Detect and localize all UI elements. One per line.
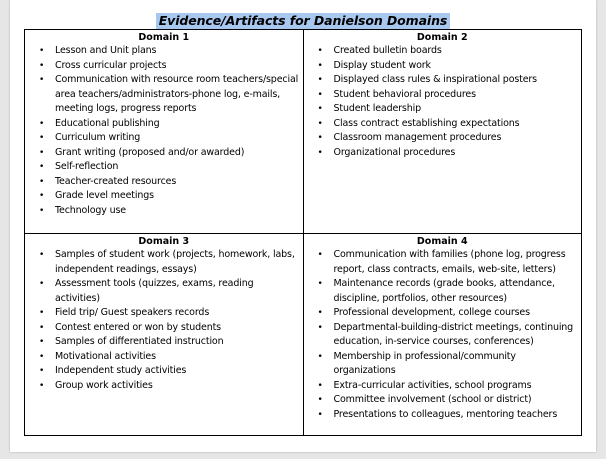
list-item-text: Grant writing (proposed and/or awarded) <box>55 146 245 158</box>
bullet-icon: • <box>39 46 45 56</box>
bullet-icon: • <box>317 380 323 391</box>
list-item <box>317 102 578 117</box>
list-item-text: Created bulletin boards <box>333 45 442 56</box>
list-item-text: Educational publishing <box>55 117 160 129</box>
bullet-icon: • <box>317 279 323 289</box>
list-item <box>39 379 299 394</box>
bullet-icon: • <box>39 147 45 158</box>
list-item-text: Self-reflection <box>55 161 119 172</box>
bullet-icon: • <box>317 133 323 143</box>
domain-2-cell[interactable] <box>303 30 582 234</box>
bullet-icon: • <box>317 89 323 100</box>
domain-1-list <box>25 44 303 218</box>
list-item <box>39 59 299 74</box>
list-item <box>39 204 299 219</box>
list-item-text: Technology use <box>55 204 126 216</box>
bullet-icon: • <box>39 366 45 376</box>
list-item-text: Assessment tools (quizzes, exams, reading activities) <box>55 278 254 304</box>
domain-4-list <box>304 248 582 422</box>
bullet-icon: • <box>317 308 323 318</box>
list-item-text: Motivational activities <box>55 350 156 362</box>
list-item-text: Student leadership <box>333 103 421 114</box>
list-item <box>39 321 299 336</box>
list-item <box>39 175 299 190</box>
list-item-text: Student behavioral procedures <box>333 88 476 100</box>
list-item <box>317 248 578 277</box>
list-item <box>39 364 299 379</box>
list-item-text: Class contract establishing expectations <box>333 117 520 129</box>
table-row <box>25 234 582 436</box>
domain-3-list <box>25 248 303 393</box>
list-item <box>39 335 299 350</box>
list-item <box>317 131 578 146</box>
bullet-icon: • <box>317 104 323 114</box>
list-item <box>317 277 578 306</box>
list-item-text: Samples of differentiated instruction <box>55 336 224 347</box>
list-item-text: Departmental-building-district meetings, continuing education, in-service courses, conferences) <box>333 321 574 347</box>
list-item <box>39 306 299 321</box>
bullet-icon: • <box>317 351 323 362</box>
list-item-text: Committee involvement (school or district) <box>333 394 532 405</box>
bullet-icon: • <box>39 250 45 260</box>
bullet-icon: • <box>39 118 45 129</box>
list-item-text: Cross curricular projects <box>55 59 167 71</box>
bullet-icon: • <box>39 337 45 347</box>
table-row <box>25 30 582 234</box>
bullet-icon: • <box>39 191 45 201</box>
list-item <box>39 146 299 161</box>
bullet-icon: • <box>39 176 45 187</box>
list-item <box>39 248 299 277</box>
list-item-text: Samples of student work (projects, homework, labs, independent readings, essays) <box>55 249 295 275</box>
list-item <box>39 277 299 306</box>
list-item <box>39 117 299 132</box>
bullet-icon: • <box>317 322 323 333</box>
domain-1-heading: Domain 1 <box>138 32 190 43</box>
document-title[interactable]: Evidence/Artifacts for Danielson Domains <box>156 13 451 29</box>
list-item <box>39 160 299 175</box>
domain-3-cell[interactable] <box>25 234 304 436</box>
list-item-text: Grade level meetings <box>55 190 154 201</box>
bullet-icon: • <box>39 133 45 143</box>
list-item-text: Extra-curricular activities, school programs <box>333 379 532 391</box>
list-item <box>39 350 299 365</box>
bullet-icon: • <box>39 322 45 333</box>
list-item <box>317 321 578 350</box>
domain-3-heading: Domain 3 <box>138 236 190 247</box>
domain-1-cell[interactable] <box>25 30 304 234</box>
list-item-text: Membership in professional/community organizations <box>333 350 516 376</box>
title-wrap <box>10 12 596 30</box>
domain-2-heading: Domain 2 <box>416 32 468 43</box>
list-item <box>317 88 578 103</box>
bullet-icon: • <box>39 162 45 172</box>
domain-2-list <box>304 44 582 160</box>
bullet-icon: • <box>317 46 323 56</box>
list-item-text: Communication with families (phone log, progress report, class contracts, emails, web-site, letters) <box>333 249 566 275</box>
domain-4-heading: Domain 4 <box>416 236 468 247</box>
list-item-text: Curriculum writing <box>55 132 141 143</box>
bullet-icon: • <box>39 75 45 85</box>
bullet-icon: • <box>317 75 323 85</box>
list-item <box>317 146 578 161</box>
list-item-text: Display student work <box>333 59 431 71</box>
list-item <box>39 131 299 146</box>
bullet-icon: • <box>317 118 323 129</box>
list-item <box>317 73 578 88</box>
list-item <box>317 117 578 132</box>
list-item-text: Organizational procedures <box>333 146 456 158</box>
list-item-text: Contest entered or won by students <box>55 321 221 333</box>
domain-4-cell[interactable] <box>303 234 582 436</box>
domains-table <box>24 29 582 436</box>
list-item-text: Maintenance records (grade books, attendance, discipline, portfolios, other resources) <box>333 278 555 304</box>
bullet-icon: • <box>317 395 323 405</box>
bullet-icon: • <box>317 60 323 71</box>
list-item-text: Displayed class rules & inspirational posters <box>333 74 537 85</box>
bullet-icon: • <box>317 147 323 158</box>
bullet-icon: • <box>39 380 45 391</box>
list-item-text: Teacher-created resources <box>55 175 177 187</box>
list-item <box>317 350 578 379</box>
list-item <box>317 44 578 59</box>
list-item-text: Professional development, college courses <box>333 307 530 318</box>
list-item-text: Field trip/ Guest speakers records <box>55 307 210 318</box>
document-page <box>10 0 596 452</box>
list-item <box>317 393 578 408</box>
bullet-icon: • <box>39 351 45 362</box>
list-item <box>39 73 299 117</box>
list-item <box>39 44 299 59</box>
list-item <box>317 306 578 321</box>
list-item-text: Classroom management procedures <box>333 132 502 143</box>
list-item <box>39 189 299 204</box>
list-item-text: Communication with resource room teachers/special area teachers/administrators-phone log, e-mails, meeting logs, progress reports <box>55 74 299 114</box>
list-item-text: Group work activities <box>55 379 153 391</box>
bullet-icon: • <box>39 60 45 71</box>
list-item <box>317 408 578 423</box>
list-item-text: Presentations to colleagues, mentoring teachers <box>333 408 558 420</box>
bullet-icon: • <box>317 409 323 420</box>
list-item <box>317 59 578 74</box>
bullet-icon: • <box>39 205 45 216</box>
bullet-icon: • <box>39 279 45 289</box>
bullet-icon: • <box>39 308 45 318</box>
bullet-icon: • <box>317 250 323 260</box>
list-item-text: Independent study activities <box>55 365 187 376</box>
list-item-text: Lesson and Unit plans <box>55 45 157 56</box>
list-item <box>317 379 578 394</box>
